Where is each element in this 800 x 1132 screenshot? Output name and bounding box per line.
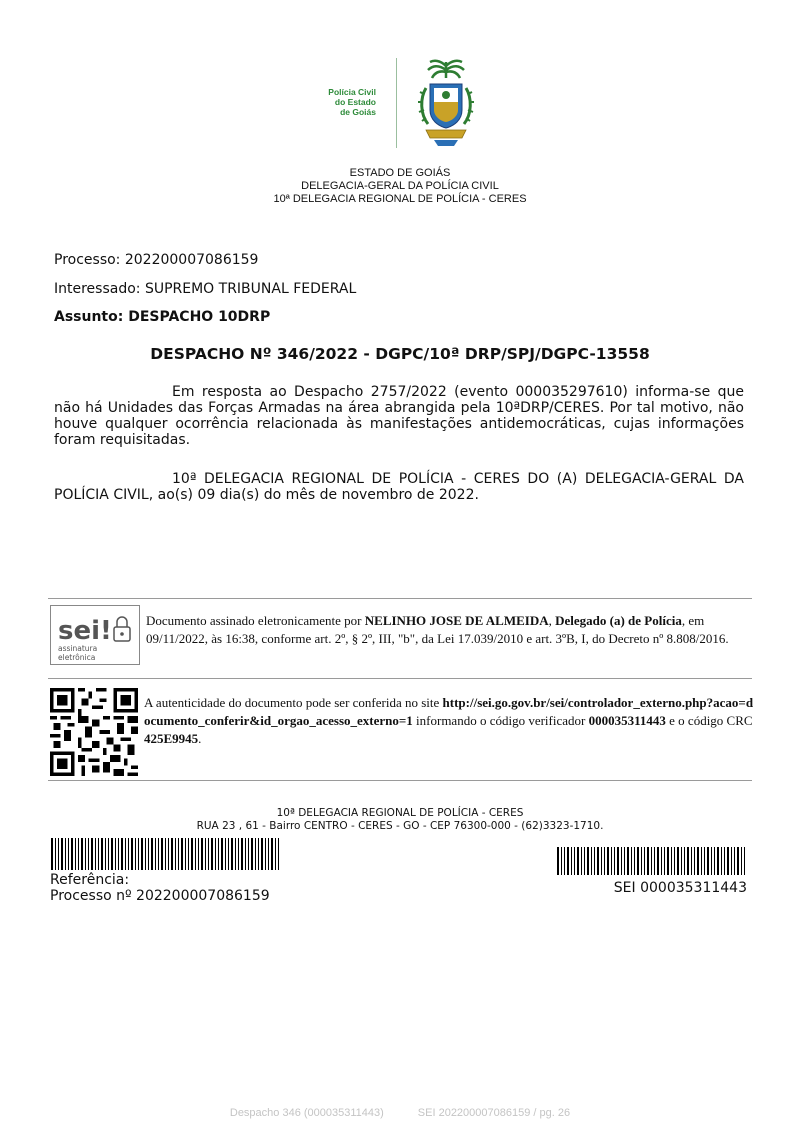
barcode-bar (178, 838, 179, 870)
barcode-bar (607, 847, 609, 875)
barcode-bar (734, 847, 735, 875)
barcode-bar (138, 838, 139, 870)
barcode-bar (278, 838, 279, 870)
authenticity-url-link[interactable]: http://sei.go.gov.br/sei/controlador_externo.php?acao=documento_conferir&id_orgao_acesso_externo=1 (144, 695, 754, 728)
barcode-bar (58, 838, 59, 870)
header-line-regional: 10ª DELEGACIA REGIONAL DE POLÍCIA - CERES (273, 193, 527, 205)
barcode-bar (111, 838, 113, 870)
body-paragraph-1: Em resposta ao Despacho 2757/2022 (evento 000035297610) informa-se que não há Unidades das Forças Armadas na área abrangida pela 10ªDRP/CERES. Por tal motivo, não houve qualquer ocorrência relacionada às manifestações antidemocráticas, cujas informações foram requisitadas. (54, 384, 744, 448)
barcode-bar (235, 838, 236, 870)
barcode-bar (731, 847, 732, 875)
footer-address-line: RUA 23 , 61 - Bairro CENTRO - CERES - GO - CEP 76300-000 - (62)3323-1710. (196, 820, 604, 832)
assunto-line: Assunto: DESPACHO 10DRP (54, 309, 271, 325)
barcode-bar (561, 847, 562, 875)
barcode-bar (135, 838, 136, 870)
footer-unit-name: 10ª DELEGACIA REGIONAL DE POLÍCIA - CERES (276, 807, 524, 819)
sei-document-code: SEI 000035311443 (613, 880, 747, 896)
barcode-bar (564, 847, 565, 875)
barcode-bar (191, 838, 193, 870)
barcode-bar (188, 838, 189, 870)
barcode-bar (691, 847, 692, 875)
barcode-bar (245, 838, 246, 870)
signer-role: Delegado (a) de Polícia (555, 613, 682, 628)
barcode-bar (155, 838, 156, 870)
barcode-bar (587, 847, 589, 875)
barcode-bar (75, 838, 76, 870)
barcode-bar (724, 847, 725, 875)
barcode-bar (571, 847, 572, 875)
logo-text: Polícia Civil do Estado de Goiás (328, 87, 376, 117)
barcode-bar (115, 838, 116, 870)
barcode-bar (577, 847, 579, 875)
barcode-bar (121, 838, 123, 870)
barcode-bar (81, 838, 83, 870)
barcode-bar (95, 838, 96, 870)
barcode-bar (677, 847, 679, 875)
signature-text: Documento assinado eletronicamente por NELINHO JOSE DE ALMEIDA, Delegado (a) de Polícia, em 09/11/2022, às 16:38, conforme art. 2º, § 2º, III, "b", da Lei 17.039/2010 e art. 3ºB, I, do Decreto nº 8.808/2016. (146, 613, 729, 646)
sei-signature-logo-icon (50, 605, 140, 665)
barcode-bar (667, 847, 669, 875)
barcode-bar (131, 838, 133, 870)
page-footer-page: SEI 202200007086159 / pg. 26 (417, 1107, 571, 1119)
barcode-bar (208, 838, 209, 870)
barcode-bar (744, 847, 745, 875)
barcode-bar (684, 847, 685, 875)
barcode-bar (717, 847, 719, 875)
barcode-bar (108, 838, 109, 870)
barcode-bar (707, 847, 709, 875)
barcode-bar (78, 838, 79, 870)
barcode-bar (125, 838, 126, 870)
barcode-bar (105, 838, 106, 870)
barcode-bar (201, 838, 203, 870)
barcode-bar (241, 838, 243, 870)
barcode-bar (205, 838, 206, 870)
barcode-bar (88, 838, 89, 870)
barcode-bar (727, 847, 729, 875)
barcode-bar (258, 838, 259, 870)
goias-crest-icon (412, 58, 480, 148)
barcode-bar (148, 838, 149, 870)
barcode-bar (215, 838, 216, 870)
barcode-bar (604, 847, 605, 875)
barcode-bar (567, 847, 569, 875)
barcode-bar (195, 838, 196, 870)
verification-code: 000035311443 (588, 713, 666, 728)
barcode-bar (617, 847, 619, 875)
barcode-bar (647, 847, 649, 875)
barcode-bar (721, 847, 722, 875)
sei-logo-sub2: eletrônica (58, 653, 96, 662)
barcode-bar (275, 838, 276, 870)
barcode-bar (268, 838, 269, 870)
barcode-bar (634, 847, 635, 875)
barcode-bar (624, 847, 625, 875)
barcode-bar (644, 847, 645, 875)
barcode-bar (198, 838, 199, 870)
reference-block (50, 872, 270, 904)
barcode-sei-icon (557, 847, 747, 875)
barcode-bar (701, 847, 702, 875)
sei-logo-sub1: assinatura (58, 644, 98, 653)
barcode-bar (265, 838, 266, 870)
barcode-bar (574, 847, 575, 875)
header-institution (0, 167, 800, 206)
barcode-bar (657, 847, 659, 875)
barcode-bar (231, 838, 233, 870)
signature-bottom-rule (48, 780, 752, 781)
document-title: DESPACHO Nº 346/2022 - DGPC/10ª DRP/SPJ/DGPC-13558 (150, 345, 650, 363)
reference-processo: Processo nº 202200007086159 (50, 888, 270, 904)
barcode-bar (714, 847, 715, 875)
barcode-bar (175, 838, 176, 870)
signature-mid-rule (48, 678, 752, 679)
barcode-bar (621, 847, 622, 875)
barcode-bar (51, 838, 53, 870)
barcode-bar (637, 847, 639, 875)
barcode-bar (168, 838, 169, 870)
barcode-bar (71, 838, 73, 870)
barcode-bar (238, 838, 239, 870)
barcode-bar (737, 847, 739, 875)
authenticity-text: A autenticidade do documento pode ser conferida no site http://sei.go.gov.br/sei/controlador_externo.php?acao=documento_conferir&id_orgao_acesso_externo=1 informando o código verificador 000035311443 e o código CRC 425E9945. (144, 695, 754, 746)
barcode-bar (581, 847, 582, 875)
barcode-bar (627, 847, 629, 875)
barcode-bar (141, 838, 143, 870)
signature-top-rule (48, 598, 752, 599)
barcode-bar (145, 838, 146, 870)
barcode-bar (248, 838, 249, 870)
barcode-bar (55, 838, 56, 870)
qr-code-icon[interactable] (50, 688, 138, 776)
barcode-processo-icon (51, 838, 281, 870)
header-line-delegacia-geral: DELEGACIA-GERAL DA POLÍCIA CIVIL (301, 180, 499, 192)
barcode-bar (85, 838, 86, 870)
barcode-bar (591, 847, 592, 875)
barcode-bar (271, 838, 273, 870)
barcode-bar (68, 838, 69, 870)
barcode-bar (65, 838, 66, 870)
barcode-bar (211, 838, 213, 870)
barcode-bar (61, 838, 63, 870)
barcode-bar (218, 838, 219, 870)
barcode-bar (597, 847, 599, 875)
signer-name: NELINHO JOSE DE ALMEIDA (364, 613, 549, 628)
logo-divider (396, 58, 397, 148)
barcode-bar (697, 847, 699, 875)
header-line-state: ESTADO DE GOIÁS (349, 167, 451, 179)
barcode-bar (614, 847, 615, 875)
barcode-bar (181, 838, 183, 870)
barcode-bar (687, 847, 689, 875)
barcode-bar (641, 847, 642, 875)
barcode-bar (704, 847, 705, 875)
barcode-bar (118, 838, 119, 870)
reference-label: Referência: (50, 872, 130, 888)
barcode-bar (584, 847, 585, 875)
barcode-bar (251, 838, 253, 870)
barcode-bar (674, 847, 675, 875)
barcode-bar (694, 847, 695, 875)
page-footer (0, 1107, 800, 1119)
page-footer-document: Despacho 346 (000035311443) (229, 1107, 384, 1119)
barcode-bar (681, 847, 682, 875)
barcode-bar (171, 838, 173, 870)
barcode-bar (91, 838, 93, 870)
barcode-bar (711, 847, 712, 875)
barcode-bar (664, 847, 665, 875)
barcode-bar (601, 847, 602, 875)
sei-logo-text: sei! (58, 616, 112, 646)
barcode-bar (98, 838, 99, 870)
barcode-bar (594, 847, 595, 875)
barcode-bar (741, 847, 742, 875)
footer-address (0, 807, 800, 833)
barcode-bar (185, 838, 186, 870)
barcode-bar (557, 847, 559, 875)
barcode-bar (631, 847, 632, 875)
barcode-bar (158, 838, 159, 870)
processo-line: Processo: 202200007086159 (54, 252, 259, 268)
barcode-bar (228, 838, 229, 870)
barcode-bar (101, 838, 103, 870)
barcode-bar (654, 847, 655, 875)
barcode-bar (128, 838, 129, 870)
barcode-bar (651, 847, 652, 875)
barcode-bar (661, 847, 662, 875)
barcode-bar (671, 847, 672, 875)
barcode-bar (261, 838, 263, 870)
barcode-bar (161, 838, 163, 870)
barcode-bar (611, 847, 612, 875)
barcode-bar (255, 838, 256, 870)
body-paragraph-2: 10ª DELEGACIA REGIONAL DE POLÍCIA - CERES DO (A) DELEGACIA-GERAL DA POLÍCIA CIVIL, ao(s) 09 dia(s) do mês de novembro de 2022. (54, 471, 744, 503)
barcode-bar (221, 838, 223, 870)
barcode-bar (225, 838, 226, 870)
crc-code: 425E9945 (144, 731, 199, 746)
barcode-bar (151, 838, 153, 870)
barcode-bar (165, 838, 166, 870)
interessado-line: Interessado: SUPREMO TRIBUNAL FEDERAL (54, 281, 357, 297)
